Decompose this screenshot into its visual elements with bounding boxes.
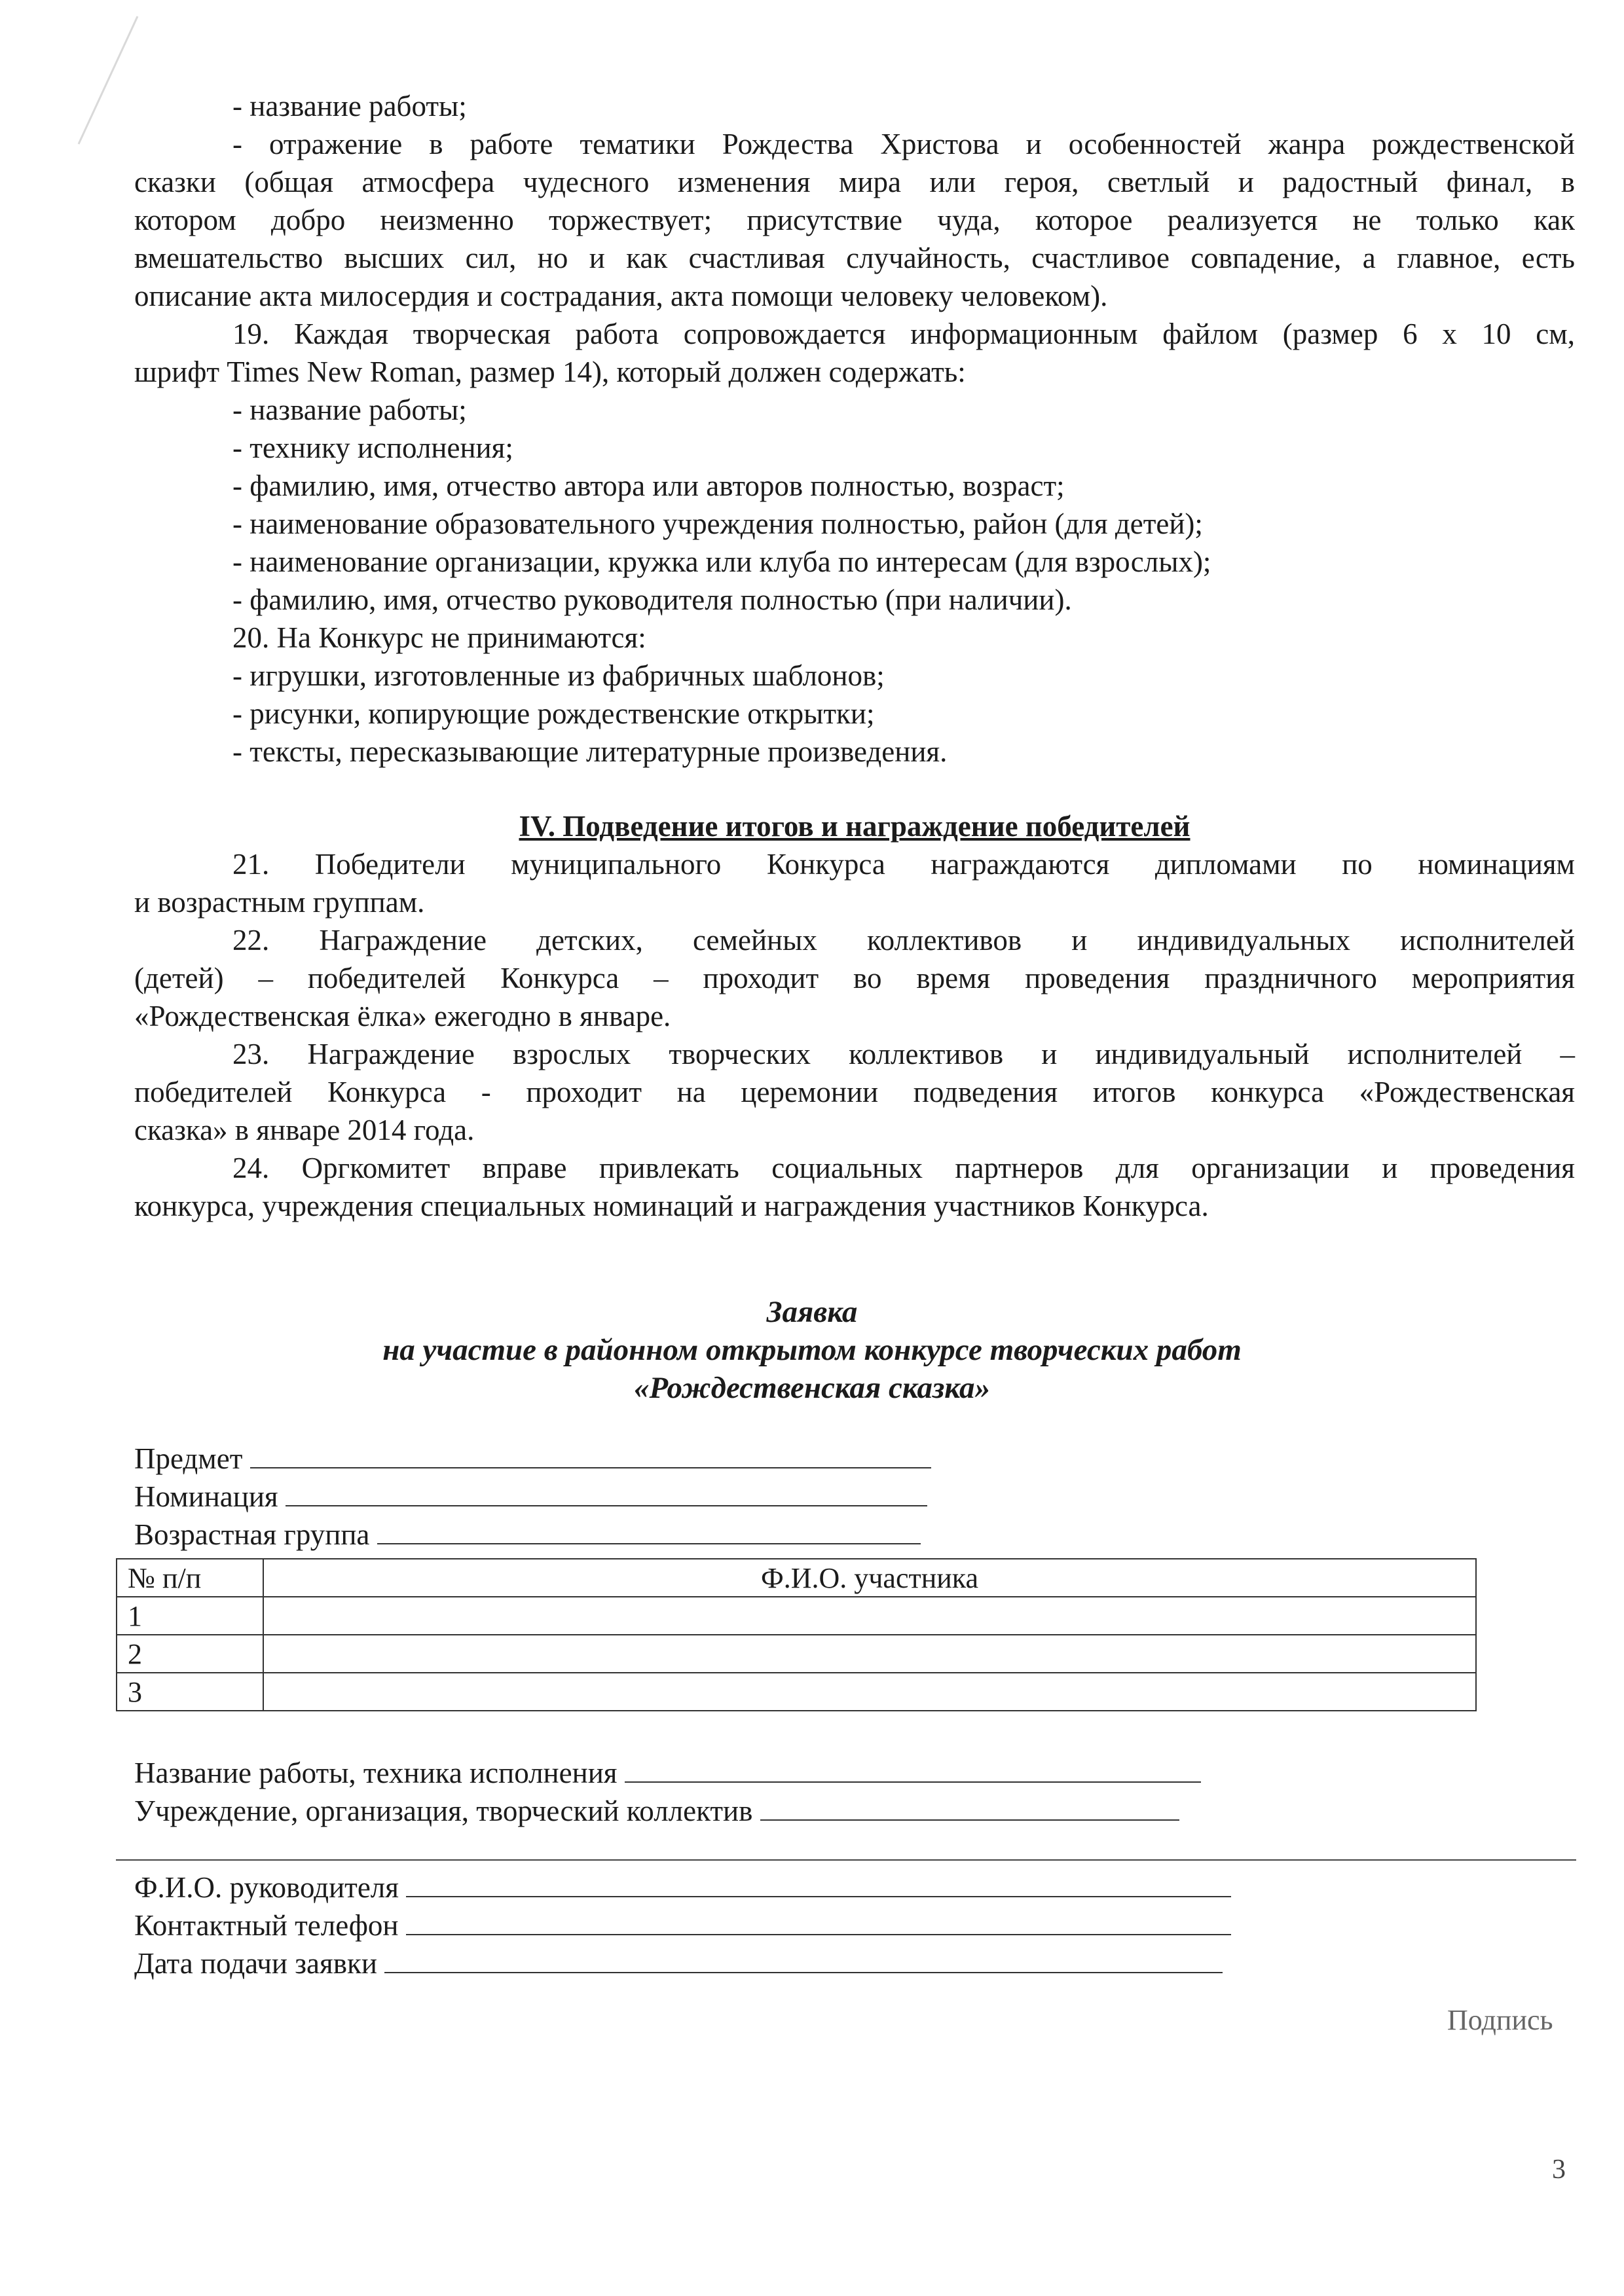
phone-field bbox=[134, 1907, 1231, 1944]
age-group-field bbox=[134, 1516, 921, 1553]
subject-label: Предмет bbox=[134, 1442, 243, 1475]
participant-name-cell[interactable] bbox=[263, 1635, 1476, 1673]
institution-label: Учреждение, организация, творческий коллектив bbox=[134, 1795, 753, 1827]
list-item: - тексты, пересказывающие литературные произведения. bbox=[232, 735, 948, 768]
list-item: - наименование организации, кружка или клуба по интересам (для взрослых); bbox=[232, 545, 1211, 578]
institution-continuation-line[interactable] bbox=[116, 1859, 1576, 1861]
paragraph-line: котором добро неизменно торжествует; присутствие чуда, которое реализуется не только как bbox=[134, 204, 1575, 236]
list-item: - технику исполнения; bbox=[232, 431, 513, 464]
table-header-row bbox=[117, 1559, 1476, 1597]
paragraph-line: 20. На Конкурс не принимаются: bbox=[232, 621, 646, 654]
institution-field bbox=[134, 1793, 1179, 1829]
list-item: - название работы; bbox=[232, 393, 467, 426]
paragraph-line: сказки (общая атмосфера чудесного изменения мира или героя, светлый и радостный финал, в bbox=[134, 166, 1575, 198]
nomination-field bbox=[134, 1478, 927, 1515]
age-group-line[interactable] bbox=[377, 1517, 921, 1544]
work-title-label: Название работы, техника исполнения bbox=[134, 1757, 618, 1789]
date-label: Дата подачи заявки bbox=[134, 1947, 377, 1980]
paragraph-line: победителей Конкурса - проходит на церемонии подведения итогов конкурса «Рождественская bbox=[134, 1076, 1575, 1108]
application-title: Заявка bbox=[766, 1295, 858, 1329]
phone-label: Контактный телефон bbox=[134, 1909, 399, 1942]
paragraph-line: 23. Награждение взрослых творческих коллективов и индивидуальный исполнителей – bbox=[232, 1038, 1575, 1070]
date-line[interactable] bbox=[384, 1946, 1223, 1973]
table-row bbox=[117, 1635, 1476, 1673]
paragraph-line: 24. Оргкомитет вправе привлекать социальных партнеров для организации и проведения bbox=[232, 1152, 1575, 1184]
list-item: - фамилию, имя, отчество автора или авторов полностью, возраст; bbox=[232, 469, 1065, 502]
leader-label: Ф.И.О. руководителя bbox=[134, 1871, 399, 1904]
section-3-continuation bbox=[134, 87, 1575, 771]
row-number: 2 bbox=[117, 1635, 263, 1673]
paragraph-line: описание акта милосердия и сострадания, акта помощи человеку человеком). bbox=[134, 280, 1108, 312]
nomination-line[interactable] bbox=[286, 1479, 927, 1506]
paragraph-line: 19. Каждая творческая работа сопровождается информационным файлом (размер 6 х 10 см, bbox=[232, 318, 1575, 350]
leader-field bbox=[134, 1869, 1231, 1906]
list-item: - игрушки, изготовленные из фабричных шаблонов; bbox=[232, 659, 885, 692]
paragraph-line: 21. Победители муниципального Конкурса награждаются дипломами по номинациям bbox=[232, 848, 1575, 881]
table-row bbox=[117, 1673, 1476, 1711]
participant-name-cell[interactable] bbox=[263, 1597, 1476, 1635]
table-row bbox=[117, 1597, 1476, 1635]
contest-name: «Рождественская сказка» bbox=[634, 1371, 990, 1405]
subject-line[interactable] bbox=[250, 1441, 931, 1468]
paragraph-line: (детей) – победителей Конкурса – проходит во время проведения праздничного мероприятия bbox=[134, 962, 1575, 994]
paragraph-line: «Рождественская ёлка» ежегодно в январе. bbox=[134, 1000, 671, 1032]
section-title: IV. Подведение итогов и награждение победителей bbox=[519, 810, 1190, 843]
row-number: 1 bbox=[117, 1597, 263, 1635]
column-header-fio: Ф.И.О. участника bbox=[263, 1559, 1476, 1597]
nomination-label: Номинация bbox=[134, 1480, 278, 1513]
paragraph-line: сказка» в январе 2014 года. bbox=[134, 1114, 475, 1146]
participant-name-cell[interactable] bbox=[263, 1673, 1476, 1711]
list-item: - название работы; bbox=[232, 90, 467, 122]
section-4 bbox=[134, 807, 1575, 1225]
application-title-block bbox=[0, 1293, 1624, 1407]
paragraph-line: и возрастным группам. bbox=[134, 886, 425, 919]
work-title-line[interactable] bbox=[625, 1755, 1201, 1783]
signature-label: Подпись bbox=[1447, 2004, 1553, 2036]
leader-line[interactable] bbox=[406, 1870, 1231, 1897]
list-item: - наименование образовательного учреждения полностью, район (для детей); bbox=[232, 507, 1203, 540]
page-number: 3 bbox=[1552, 2155, 1566, 2185]
age-group-label: Возрастная группа bbox=[134, 1518, 370, 1551]
paragraph-line: шрифт Times New Roman, размер 14), который должен содержать: bbox=[134, 355, 966, 388]
paragraph-line: вмешательство высших сил, но и как счастливая случайность, счастливое совпадение, а главное, есть bbox=[134, 242, 1575, 274]
paragraph-line: - отражение в работе тематики Рождества Христова и особенностей жанра рождественской bbox=[232, 128, 1575, 160]
participants-table bbox=[116, 1558, 1477, 1711]
paragraph-line: конкурса, учреждения специальных номинаций и награждения участников Конкурса. bbox=[134, 1190, 1209, 1222]
application-subtitle: на участие в районном открытом конкурсе творческих работ bbox=[382, 1333, 1242, 1367]
row-number: 3 bbox=[117, 1673, 263, 1711]
work-title-field bbox=[134, 1755, 1201, 1791]
list-item: - рисунки, копирующие рождественские открытки; bbox=[232, 697, 875, 730]
list-item: - фамилию, имя, отчество руководителя полностью (при наличии). bbox=[232, 583, 1072, 616]
subject-field bbox=[134, 1440, 931, 1477]
paragraph-line: 22. Награждение детских, семейных коллективов и индивидуальных исполнителей bbox=[232, 924, 1575, 957]
date-field bbox=[134, 1945, 1223, 1982]
institution-line[interactable] bbox=[760, 1793, 1179, 1821]
phone-line[interactable] bbox=[406, 1908, 1231, 1935]
scan-artifact bbox=[72, 13, 144, 151]
column-header-number: № п/п bbox=[117, 1559, 263, 1597]
